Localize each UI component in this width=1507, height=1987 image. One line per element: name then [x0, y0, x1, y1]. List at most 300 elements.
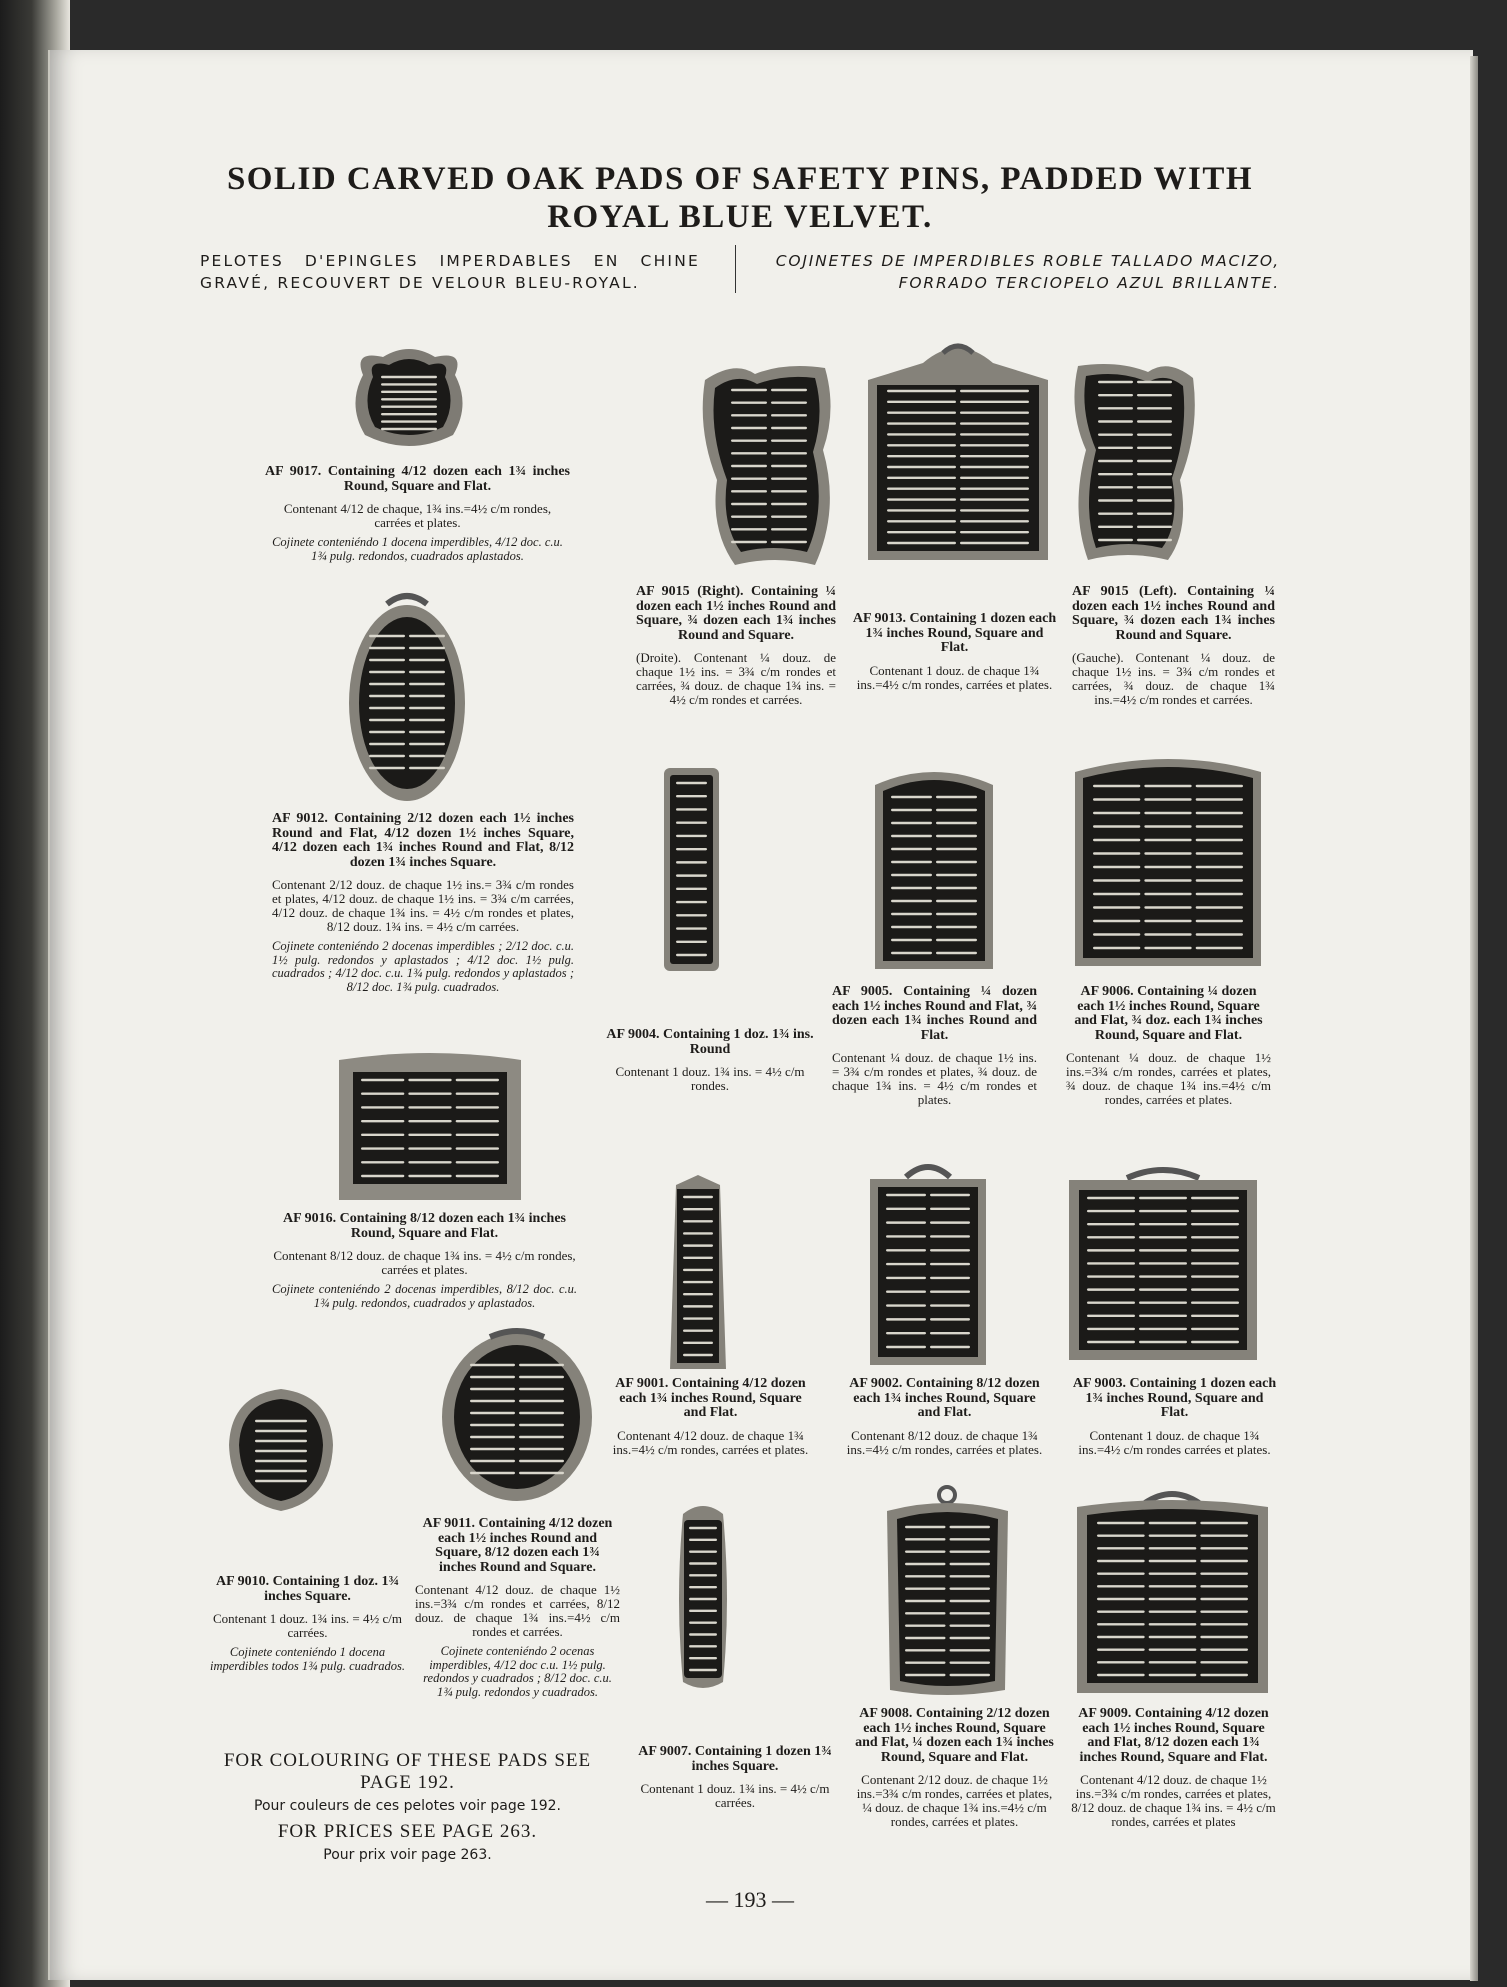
safety-pin	[731, 490, 767, 492]
safety-pin	[255, 1460, 307, 1462]
safety-pin	[1098, 499, 1133, 501]
safety-pin	[887, 401, 956, 403]
caption-af9011-es: Cojinete conteniéndo 2 ocenas imperdibles, 4/12 doc c.u. 1½ pulg. redondos y cuadrados ; 8/12 doc. c.u. 1¾ pulg. redondos y cuadrados.	[423, 1644, 612, 1699]
safety-pin	[676, 901, 707, 903]
safety-pin	[519, 1388, 564, 1390]
caption-af9013	[852, 612, 1057, 692]
safety-pin	[1098, 447, 1133, 449]
safety-pin	[887, 509, 956, 511]
safety-pin	[683, 1354, 713, 1356]
safety-pin	[689, 1633, 717, 1635]
safety-pin	[519, 1448, 564, 1450]
safety-pin	[960, 498, 1029, 500]
safety-pin	[1191, 1275, 1239, 1277]
safety-pin	[731, 477, 767, 479]
safety-pin	[887, 531, 956, 533]
safety-pin	[1098, 381, 1133, 383]
safety-pin	[470, 1412, 515, 1414]
caption-af9013-en: AF 9013. Containing 1 dozen each 1¾ inches Round, Square and Flat.	[852, 611, 1057, 655]
safety-pin	[1087, 1197, 1135, 1199]
safety-pin	[1144, 920, 1191, 922]
safety-pin	[369, 671, 405, 673]
caption-af9008-fr: Contenant 2/12 douz. de chaque 1½ ins.=3¾ c/m rondes, carrées et plates, ¼ douz. de chaque 1¾ ins.=4½ c/m rondes, carrées et plates.	[856, 1772, 1053, 1829]
safety-pin	[930, 1346, 970, 1348]
caption-af9005-fr: Contenant ¼ douz. de chaque 1½ ins. = 3¾ c/m rondes et plates, ¾ douz. de chaque 1¾ ins. = 4½ c/m rondes et plates.	[832, 1050, 1037, 1107]
safety-pin	[369, 659, 405, 661]
safety-pin	[381, 420, 437, 422]
safety-pin	[1137, 394, 1172, 396]
safety-pin	[456, 1093, 499, 1095]
safety-pin	[1097, 1674, 1145, 1676]
safety-pin	[456, 1120, 499, 1122]
safety-pin	[456, 1134, 499, 1136]
colouring-note: FOR COLOURING OF THESE PADS SEE PAGE 192.	[223, 1750, 592, 1793]
safety-pin	[361, 1079, 404, 1081]
safety-pin	[676, 954, 707, 956]
caption-af9004-en: AF 9004. Containing 1 doz. 1¾ ins. Round	[606, 1027, 814, 1057]
safety-pin	[930, 1249, 970, 1251]
safety-pin	[771, 515, 807, 517]
safety-pin	[689, 1645, 717, 1647]
safety-pin	[689, 1562, 717, 1564]
safety-pin	[381, 398, 437, 400]
safety-pin	[771, 439, 807, 441]
safety-pin	[1144, 866, 1191, 868]
safety-pin	[369, 755, 405, 757]
safety-pin	[960, 444, 1029, 446]
safety-pin	[683, 1317, 713, 1319]
safety-pin	[905, 1600, 946, 1602]
safety-pin	[1137, 407, 1172, 409]
safety-pin	[891, 939, 932, 941]
safety-pin	[950, 1674, 991, 1676]
caption-af9006-fr: Contenant ¼ douz. de chaque 1½ ins.=3¾ c/m rondes, carrées et plates, ¾ douz. de chaque 1¾ ins.=4½ c/m rondes, carrées et plates.	[1066, 1050, 1271, 1107]
safety-pin	[1200, 1522, 1248, 1524]
safety-pin	[689, 1550, 717, 1552]
safety-pin	[1144, 785, 1191, 787]
safety-pin	[731, 503, 767, 505]
caption-af9010-fr: Contenant 1 douz. 1¾ ins. = 4½ c/m carrées.	[213, 1611, 402, 1640]
safety-pin	[676, 848, 707, 850]
safety-pin	[1093, 893, 1140, 895]
safety-pin	[1191, 1262, 1239, 1264]
safety-pin	[519, 1376, 564, 1378]
safety-pin	[950, 1624, 991, 1626]
caption-af9002-en: AF 9002. Containing 8/12 dozen each 1¾ inches Round, Square and Flat.	[849, 1376, 1040, 1420]
safety-pin	[456, 1161, 499, 1163]
safety-pin	[1098, 420, 1133, 422]
caption-af9010-en: AF 9010. Containing 1 doz. 1¾ inches Square.	[215, 1574, 400, 1604]
safety-pin	[887, 542, 956, 544]
safety-pin	[1097, 1547, 1145, 1549]
safety-pin	[470, 1448, 515, 1450]
safety-pin	[886, 1249, 926, 1251]
safety-pin	[683, 1232, 713, 1234]
safety-pin	[1196, 920, 1243, 922]
safety-pin	[1137, 433, 1172, 435]
safety-pin	[1144, 879, 1191, 881]
safety-pin	[936, 848, 977, 850]
safety-pin	[771, 477, 807, 479]
safety-pin	[891, 887, 932, 889]
safety-pin	[1097, 1522, 1145, 1524]
safety-pin	[369, 767, 405, 769]
caption-af9013-fr: Contenant 1 douz. de chaque 1¾ ins.=4½ c/m rondes, carrées et plates.	[856, 662, 1053, 692]
caption-af9001-fr: Contenant 4/12 douz. de chaque 1¾ ins.=4½ c/m rondes, carrées et plates.	[612, 1427, 809, 1457]
safety-pin	[886, 1221, 926, 1223]
safety-pin	[936, 939, 977, 941]
safety-pin	[930, 1208, 970, 1210]
safety-pin	[1139, 1275, 1187, 1277]
safety-pin	[886, 1194, 926, 1196]
caption-af9003-fr: Contenant 1 douz. de chaque 1¾ ins.=4½ c/m rondes carrées et plates.	[1078, 1427, 1271, 1457]
safety-pin	[1144, 906, 1191, 908]
safety-pin	[905, 1587, 946, 1589]
safety-pin	[1093, 852, 1140, 854]
safety-pin	[950, 1612, 991, 1614]
safety-pin	[1149, 1648, 1197, 1650]
safety-pin	[683, 1257, 713, 1259]
caption-af9017-fr: Contenant 4/12 de chaque, 1¾ ins.=4½ c/m rondes, carrées et plates.	[283, 501, 552, 530]
safety-pin	[960, 455, 1029, 457]
safety-pin	[886, 1235, 926, 1237]
safety-pin	[960, 488, 1029, 490]
footer-notes	[215, 1750, 600, 1870]
safety-pin	[408, 1161, 451, 1163]
safety-pin	[519, 1412, 564, 1414]
safety-pin	[381, 413, 437, 415]
safety-pin	[905, 1637, 946, 1639]
pad-image-af9013	[863, 335, 1053, 570]
safety-pin	[689, 1621, 717, 1623]
safety-pin	[1093, 839, 1140, 841]
safety-pin	[409, 707, 445, 709]
safety-pin	[1191, 1197, 1239, 1199]
safety-pin	[1098, 512, 1133, 514]
safety-pin	[936, 913, 977, 915]
safety-pin	[381, 391, 437, 393]
safety-pin	[936, 796, 977, 798]
safety-pin	[470, 1388, 515, 1390]
safety-pin	[936, 874, 977, 876]
safety-pin	[960, 509, 1029, 511]
safety-pin	[1200, 1623, 1248, 1625]
safety-pin	[1087, 1236, 1135, 1238]
safety-pin	[255, 1420, 307, 1422]
safety-pin	[950, 1649, 991, 1651]
safety-pin	[409, 755, 445, 757]
safety-pin	[1200, 1534, 1248, 1536]
subtitle-spanish: COJINETES DE IMPERDIBLES ROBLE TALLADO MACIZO, FORRADO TERCIOPELO AZUL BRILLANTE.	[775, 252, 1280, 292]
safety-pin	[731, 528, 767, 530]
caption-af9012-es: Cojinete conteniéndo 2 docenas imperdibles ; 2/12 doc. c.u. 1½ pulg. redondos y aplastados ; 4/12 doc. 1½ pulg. cuadrados ; 4/12 doc. c.u. 1¾ pulg. redondos y aplastados ; 8/12 doc. 1¾ pulg. cuadrados.	[272, 939, 574, 994]
safety-pin	[960, 477, 1029, 479]
safety-pin	[960, 433, 1029, 435]
safety-pin	[408, 1106, 451, 1108]
page-number: — 193 —	[706, 1887, 794, 1912]
safety-pin	[1196, 893, 1243, 895]
safety-pin	[731, 401, 767, 403]
caption-af9011-fr: Contenant 4/12 douz. de chaque 1½ ins.=3¾ c/m rondes et carrées, 8/12 douz. de chaque 1¾ ins.=4½ c/m rondes et carrées.	[415, 1582, 620, 1639]
safety-pin	[1087, 1328, 1135, 1330]
safety-pin	[408, 1175, 451, 1177]
safety-pin	[930, 1304, 970, 1306]
safety-pin	[361, 1106, 404, 1108]
safety-pin	[960, 531, 1029, 533]
pad-image-af9011	[440, 1325, 595, 1503]
safety-pin	[683, 1281, 713, 1283]
caption-af9012-en: AF 9012. Containing 2/12 dozen each 1½ inches Round and Flat, 4/12 dozen 1½ inches Square, 4/12 dozen each 1¾ inches Round and Flat, 8/12 dozen 1¾ inches Square.	[272, 811, 574, 870]
safety-pin	[1098, 539, 1133, 541]
caption-af9005	[832, 985, 1037, 1107]
safety-pin	[886, 1263, 926, 1265]
safety-pin	[960, 542, 1029, 544]
safety-pin	[369, 635, 405, 637]
safety-pin	[891, 874, 932, 876]
safety-pin	[1093, 920, 1140, 922]
safety-pin	[1196, 906, 1243, 908]
safety-pin	[255, 1440, 307, 1442]
safety-pin	[1139, 1262, 1187, 1264]
safety-pin	[1093, 785, 1140, 787]
safety-pin	[1139, 1249, 1187, 1251]
safety-pin	[1087, 1210, 1135, 1212]
safety-pin	[381, 428, 437, 430]
safety-pin	[1196, 825, 1243, 827]
safety-pin	[1139, 1302, 1187, 1304]
safety-pin	[960, 520, 1029, 522]
safety-pin	[1149, 1560, 1197, 1562]
safety-pin	[1149, 1623, 1197, 1625]
caption-af9006-en: AF 9006. Containing ¼ dozen each 1½ inches Round, Square and Flat, ¾ doz. each 1¾ inches Round, Square and Flat.	[1074, 984, 1263, 1043]
safety-pin	[1093, 933, 1140, 935]
safety-pin	[731, 414, 767, 416]
safety-pin	[361, 1161, 404, 1163]
safety-pin	[1149, 1674, 1197, 1676]
safety-pin	[950, 1526, 991, 1528]
safety-pin	[950, 1637, 991, 1639]
safety-pin	[470, 1376, 515, 1378]
safety-pin	[936, 887, 977, 889]
caption-af9015-left-en: AF 9015 (Left). Containing ¼ dozen each 1½ inches Round and Square, ¾ dozen each 1¾ inches Round and Square.	[1072, 584, 1275, 643]
caption-af9016-en: AF 9016. Containing 8/12 dozen each 1¾ inches Round, Square and Flat.	[283, 1211, 566, 1241]
safety-pin	[1149, 1547, 1197, 1549]
safety-pin	[887, 412, 956, 414]
caption-af9015-right	[636, 585, 836, 707]
safety-pin	[936, 952, 977, 954]
caption-af9012-fr: Contenant 2/12 douz. de chaque 1½ ins.= 3¾ c/m rondes et plates, 4/12 douz. de chaque 1½ ins. = 3¾ c/m carrées, 4/12 douz. de chaque 1¾ ins. = 4½ c/m rondes et plates, 8/12 douz. 1¾ ins. = 4½ c/m carrées.	[272, 877, 574, 934]
prices-note: FOR PRICES SEE PAGE 263.	[277, 1821, 538, 1842]
safety-pin	[1137, 486, 1172, 488]
safety-pin	[771, 401, 807, 403]
safety-pin	[1087, 1315, 1135, 1317]
safety-pin	[1196, 798, 1243, 800]
pad-image-af9003	[1067, 1162, 1259, 1362]
safety-pin	[1191, 1315, 1239, 1317]
safety-pin	[886, 1277, 926, 1279]
pad-image-af9015-left	[1068, 360, 1198, 565]
safety-pin	[1097, 1610, 1145, 1612]
safety-pin	[1098, 473, 1133, 475]
caption-af9016	[272, 1212, 577, 1310]
safety-pin	[887, 466, 956, 468]
pad-image-af9016	[335, 1050, 525, 1202]
safety-pin	[255, 1480, 307, 1482]
caption-af9008-en: AF 9008. Containing 2/12 dozen each 1½ inches Round, Square and Flat, ¼ dozen each 1¾ inches Round, Square and Flat.	[855, 1706, 1054, 1765]
safety-pin	[683, 1220, 713, 1222]
safety-pin	[905, 1538, 946, 1540]
safety-pin	[887, 477, 956, 479]
safety-pin	[1087, 1341, 1135, 1343]
safety-pin	[950, 1587, 991, 1589]
caption-af9011-en: AF 9011. Containing 4/12 dozen each 1½ inches Round and Square, 8/12 dozen each 1¾ inches Round and Square.	[422, 1516, 613, 1575]
colouring-note-fr: Pour couleurs de ces pelotes voir page 192.	[254, 1798, 561, 1814]
safety-pin	[1196, 812, 1243, 814]
safety-pin	[1144, 839, 1191, 841]
safety-pin	[930, 1194, 970, 1196]
subtitle-divider	[735, 245, 736, 293]
safety-pin	[771, 414, 807, 416]
safety-pin	[408, 1079, 451, 1081]
safety-pin	[905, 1563, 946, 1565]
safety-pin	[891, 952, 932, 954]
safety-pin	[950, 1550, 991, 1552]
safety-pin	[683, 1208, 713, 1210]
safety-pin	[960, 422, 1029, 424]
safety-pin	[1093, 906, 1140, 908]
safety-pin	[689, 1574, 717, 1576]
safety-pin	[1098, 526, 1133, 528]
safety-pin	[689, 1657, 717, 1659]
safety-pin	[1137, 420, 1172, 422]
caption-af9004	[605, 1028, 815, 1093]
safety-pin	[731, 515, 767, 517]
safety-pin	[676, 941, 707, 943]
caption-af9007	[630, 1745, 840, 1810]
safety-pin	[689, 1669, 717, 1671]
safety-pin	[1087, 1302, 1135, 1304]
safety-pin	[905, 1661, 946, 1663]
safety-pin	[1139, 1315, 1187, 1317]
safety-pin	[886, 1208, 926, 1210]
safety-pin	[470, 1400, 515, 1402]
safety-pin	[960, 390, 1029, 392]
page-title: SOLID CARVED OAK PADS OF SAFETY PINS, PADDED WITH ROYAL BLUE VELVET.	[226, 161, 1254, 235]
safety-pin	[1097, 1598, 1145, 1600]
safety-pin	[456, 1079, 499, 1081]
safety-pin	[891, 796, 932, 798]
caption-af9010	[205, 1575, 410, 1673]
safety-pin	[1149, 1610, 1197, 1612]
safety-pin	[683, 1329, 713, 1331]
safety-pin	[1196, 933, 1243, 935]
pad-image-af9007	[673, 1500, 733, 1693]
safety-pin	[886, 1304, 926, 1306]
safety-pin	[470, 1424, 515, 1426]
safety-pin	[886, 1346, 926, 1348]
safety-pin	[950, 1600, 991, 1602]
safety-pin	[1137, 460, 1172, 462]
safety-pin	[1196, 879, 1243, 881]
safety-pin	[1200, 1610, 1248, 1612]
safety-pin	[369, 731, 405, 733]
pad-image-af9010	[225, 1385, 337, 1515]
safety-pin	[905, 1612, 946, 1614]
safety-pin	[1144, 947, 1191, 949]
safety-pin	[1149, 1585, 1197, 1587]
safety-pin	[930, 1235, 970, 1237]
safety-pin	[887, 390, 956, 392]
pad-image-af9001	[668, 1175, 728, 1370]
safety-pin	[1093, 825, 1140, 827]
safety-pin	[731, 439, 767, 441]
safety-pin	[369, 647, 405, 649]
safety-pin	[409, 683, 445, 685]
safety-pin	[1196, 785, 1243, 787]
safety-pin	[676, 808, 707, 810]
safety-pin	[1144, 893, 1191, 895]
caption-af9017	[265, 465, 570, 563]
safety-pin	[886, 1291, 926, 1293]
safety-pin	[1196, 947, 1243, 949]
safety-pin	[1149, 1522, 1197, 1524]
safety-pin	[689, 1539, 717, 1541]
caption-af9009-en: AF 9009. Containing 4/12 dozen each 1½ inches Round, Square and Flat, 8/12 dozen each 1¾ inches Round, Square and Flat.	[1078, 1706, 1269, 1765]
safety-pin	[683, 1293, 713, 1295]
safety-pin	[1200, 1572, 1248, 1574]
safety-pin	[1149, 1661, 1197, 1663]
safety-pin	[381, 383, 437, 385]
safety-pin	[930, 1221, 970, 1223]
safety-pin	[683, 1269, 713, 1271]
safety-pin	[470, 1436, 515, 1438]
safety-pin	[905, 1674, 946, 1676]
safety-pin	[905, 1575, 946, 1577]
safety-pin	[519, 1424, 564, 1426]
safety-pin	[771, 528, 807, 530]
caption-af9015-right-en: AF 9015 (Right). Containing ¼ dozen each 1½ inches Round and Square, ¾ dozen each 1¾ inches Round and Square.	[636, 584, 836, 643]
caption-af9015-left	[1072, 585, 1275, 707]
safety-pin	[950, 1575, 991, 1577]
safety-pin	[409, 719, 445, 721]
safety-pin	[731, 541, 767, 543]
safety-pin	[1144, 852, 1191, 854]
safety-pin	[936, 835, 977, 837]
safety-pin	[1191, 1302, 1239, 1304]
caption-af9006	[1066, 985, 1271, 1107]
safety-pin	[930, 1332, 970, 1334]
safety-pin	[1144, 812, 1191, 814]
caption-af9015-left-fr: (Gauche). Contenant ¼ douz. de chaque 1½ ins. = 3¾ c/m rondes et carrées, ¾ douz. de chaque 1¾ ins.=4½ c/m rondes et carrées.	[1072, 650, 1275, 707]
safety-pin	[936, 900, 977, 902]
safety-pin	[456, 1175, 499, 1177]
safety-pin	[408, 1147, 451, 1149]
page-edge	[1470, 56, 1478, 1981]
safety-pin	[887, 455, 956, 457]
safety-pin	[1139, 1288, 1187, 1290]
safety-pin	[1093, 812, 1140, 814]
safety-pin	[960, 401, 1029, 403]
safety-pin	[1098, 460, 1133, 462]
safety-pin	[887, 444, 956, 446]
caption-af9004-fr: Contenant 1 douz. 1¾ ins. = 4½ c/m rondes.	[615, 1064, 805, 1093]
safety-pin	[1087, 1275, 1135, 1277]
prices-note-fr: Pour prix voir page 263.	[323, 1847, 492, 1863]
safety-pin	[731, 389, 767, 391]
safety-pin	[1093, 947, 1140, 949]
safety-pin	[1098, 394, 1133, 396]
caption-af9005-en: AF 9005. Containing ¼ dozen each 1½ inches Round and Flat, ¾ dozen each 1¾ inches Round and Flat.	[832, 984, 1037, 1043]
